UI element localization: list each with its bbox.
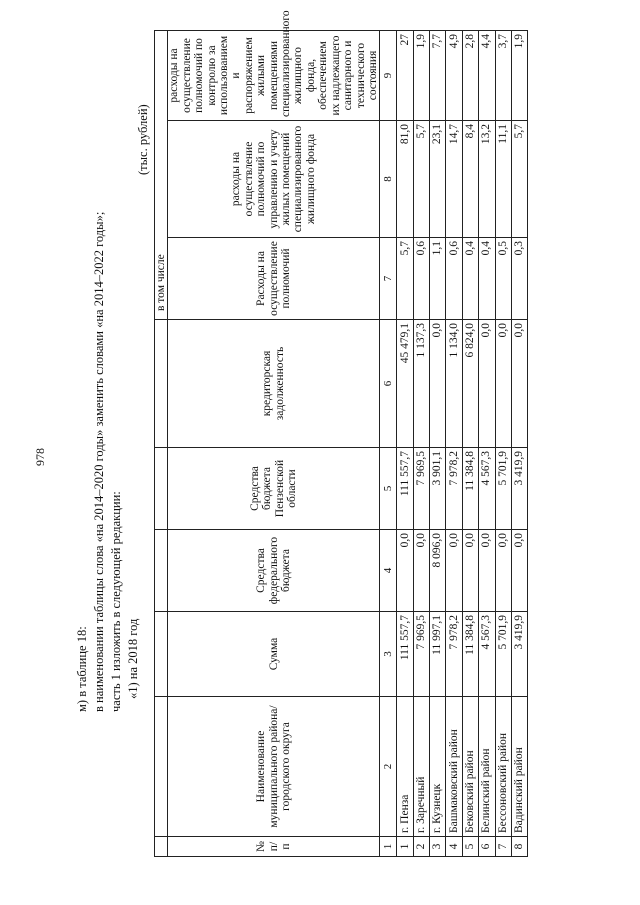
column-number: 4 [380, 530, 397, 612]
federal-value: 0,0 [446, 530, 462, 612]
header-spacer-cell [155, 837, 168, 857]
header-name: Наименование муниципального района/городского округа [168, 697, 380, 837]
c8-value: 11,1 [495, 121, 511, 238]
intro-line-4: «1) на 2018 год [126, 618, 140, 699]
c9-value: 1,9 [512, 30, 528, 120]
credit-value: 1 134,0 [446, 320, 462, 448]
district-name: Белинский район [479, 697, 495, 837]
credit-value: 0,0 [430, 320, 446, 448]
sum-value: 7 978,2 [446, 612, 462, 697]
intro-line-3: часть 1 изложить в следующей редакции: [109, 491, 123, 712]
sum-value: 11 997,1 [430, 612, 446, 697]
header-spacer-cell [155, 697, 168, 837]
c7-value: 0,3 [512, 238, 528, 320]
credit-value: 45 479,1 [397, 320, 413, 448]
credit-value: 0,0 [512, 320, 528, 448]
sum-value: 11 384,8 [462, 612, 478, 697]
c9-value: 2,8 [462, 30, 478, 120]
sum-value: 7 969,5 [413, 612, 429, 697]
column-number: 8 [380, 121, 397, 238]
sum-value: 3 419,9 [512, 612, 528, 697]
column-number: 6 [380, 320, 397, 448]
header-in-total: в том числе [155, 254, 167, 311]
row-number: 5 [462, 837, 478, 857]
row-number: 2 [413, 837, 429, 857]
intro-line-1: м) в таблице 18: [75, 626, 89, 712]
regional-value: 5 701,9 [495, 448, 511, 530]
header-spacer-cell [155, 448, 168, 530]
table-row [413, 30, 429, 856]
credit-value: 0,0 [495, 320, 511, 448]
regional-value: 3 419,9 [512, 448, 528, 530]
regional-value: 3 901,1 [430, 448, 446, 530]
district-name: Бековский район [462, 697, 478, 837]
credit-value: 6 824,0 [462, 320, 478, 448]
c7-value: 0,6 [413, 238, 429, 320]
regional-value: 7 969,5 [413, 448, 429, 530]
c8-value: 5,7 [413, 121, 429, 238]
regional-value: 7 978,2 [446, 448, 462, 530]
c9-value: 4,9 [446, 30, 462, 120]
header-federal: Средства федерального бюджета [168, 530, 380, 612]
regional-value: 111 557,7 [397, 448, 413, 530]
intro-line-2: в наименовании таблицы слова «на 2014–2020 годы» заменить словами «на 2014–2022 годы»; [92, 211, 106, 712]
table-row [512, 30, 528, 856]
federal-value: 0,0 [462, 530, 478, 612]
column-number-row [380, 30, 397, 856]
c8-value: 5,7 [512, 121, 528, 238]
header-credit: кредиторская задолженность [168, 320, 380, 448]
district-name: Вадинский район [512, 697, 528, 837]
header-sum: Сумма [168, 612, 380, 697]
federal-value: 0,0 [479, 530, 495, 612]
row-number: 3 [430, 837, 446, 857]
federal-value: 0,0 [512, 530, 528, 612]
header-regional: Средства бюджета Пензенской области [168, 448, 380, 530]
table-row [397, 30, 413, 856]
page-number: 978 [33, 448, 47, 466]
header-c7: Расходы на осуществление полномочий [168, 238, 380, 320]
sum-value: 111 557,7 [397, 612, 413, 697]
c7-value: 0,6 [446, 238, 462, 320]
federal-value: 0,0 [413, 530, 429, 612]
c8-value: 81,0 [397, 121, 413, 238]
district-name: г. Заречный [413, 697, 429, 837]
table-row [495, 30, 511, 856]
table-row [479, 30, 495, 856]
c7-value: 0,5 [495, 238, 511, 320]
unit-note: (тыс. рублей) [136, 104, 150, 175]
header-c9: расходы на осуществление полномочий по контролю за использованием и распоряжением жилыми помещениями специализированного жилищного фонда, обеспечением их надлежащего санитарного и технического состояния [168, 30, 380, 120]
c8-value: 14,7 [446, 121, 462, 238]
federal-value: 0,0 [397, 530, 413, 612]
column-number: 3 [380, 612, 397, 697]
row-number: 4 [446, 837, 462, 857]
sum-value: 5 701,9 [495, 612, 511, 697]
credit-value: 0,0 [479, 320, 495, 448]
c7-value: 0,4 [462, 238, 478, 320]
row-number: 6 [479, 837, 495, 857]
c9-value: 4,4 [479, 30, 495, 120]
c7-value: 0,4 [479, 238, 495, 320]
header-num: № п/п [168, 837, 380, 857]
c7-value: 1,1 [430, 238, 446, 320]
table-row [462, 30, 478, 856]
row-number: 8 [512, 837, 528, 857]
header-row [168, 30, 380, 856]
district-name: Башмаковский район [446, 697, 462, 837]
c8-value: 23,1 [430, 121, 446, 238]
header-in-total-cell [155, 30, 168, 319]
sum-value: 4 567,3 [479, 612, 495, 697]
regional-value: 11 384,8 [462, 448, 478, 530]
district-name: г. Кузнецк [430, 697, 446, 837]
district-name: г. Пенза [397, 697, 413, 837]
column-number: 5 [380, 448, 397, 530]
column-number: 7 [380, 238, 397, 320]
federal-value: 0,0 [495, 530, 511, 612]
table-row [446, 30, 462, 856]
district-name: Бессоновский район [495, 697, 511, 837]
federal-value: 8 096,0 [430, 530, 446, 612]
row-number: 7 [495, 837, 511, 857]
c8-value: 13,2 [479, 121, 495, 238]
regional-value: 4 567,3 [479, 448, 495, 530]
header-spacer-cell [155, 612, 168, 697]
header-c8: расходы на осуществление полномочий по управлению и учету жилых помещений специализированного жилищного фонда [168, 121, 380, 238]
credit-value: 1 137,3 [413, 320, 429, 448]
header-spacer-row [155, 30, 168, 856]
c9-value: 1,9 [413, 30, 429, 120]
c9-value: 27 [397, 30, 413, 120]
header-spacer-cell [155, 320, 168, 448]
row-number: 1 [397, 837, 413, 857]
c7-value: 5,7 [397, 238, 413, 320]
budget-table [154, 10, 528, 857]
column-number: 9 [380, 30, 397, 120]
c9-value: 3,7 [495, 30, 511, 120]
table-row [430, 30, 446, 856]
header-spacer-cell [155, 530, 168, 612]
c9-value: 7,7 [430, 30, 446, 120]
column-number: 2 [380, 697, 397, 837]
column-number: 1 [380, 837, 397, 857]
c8-value: 8,4 [462, 121, 478, 238]
